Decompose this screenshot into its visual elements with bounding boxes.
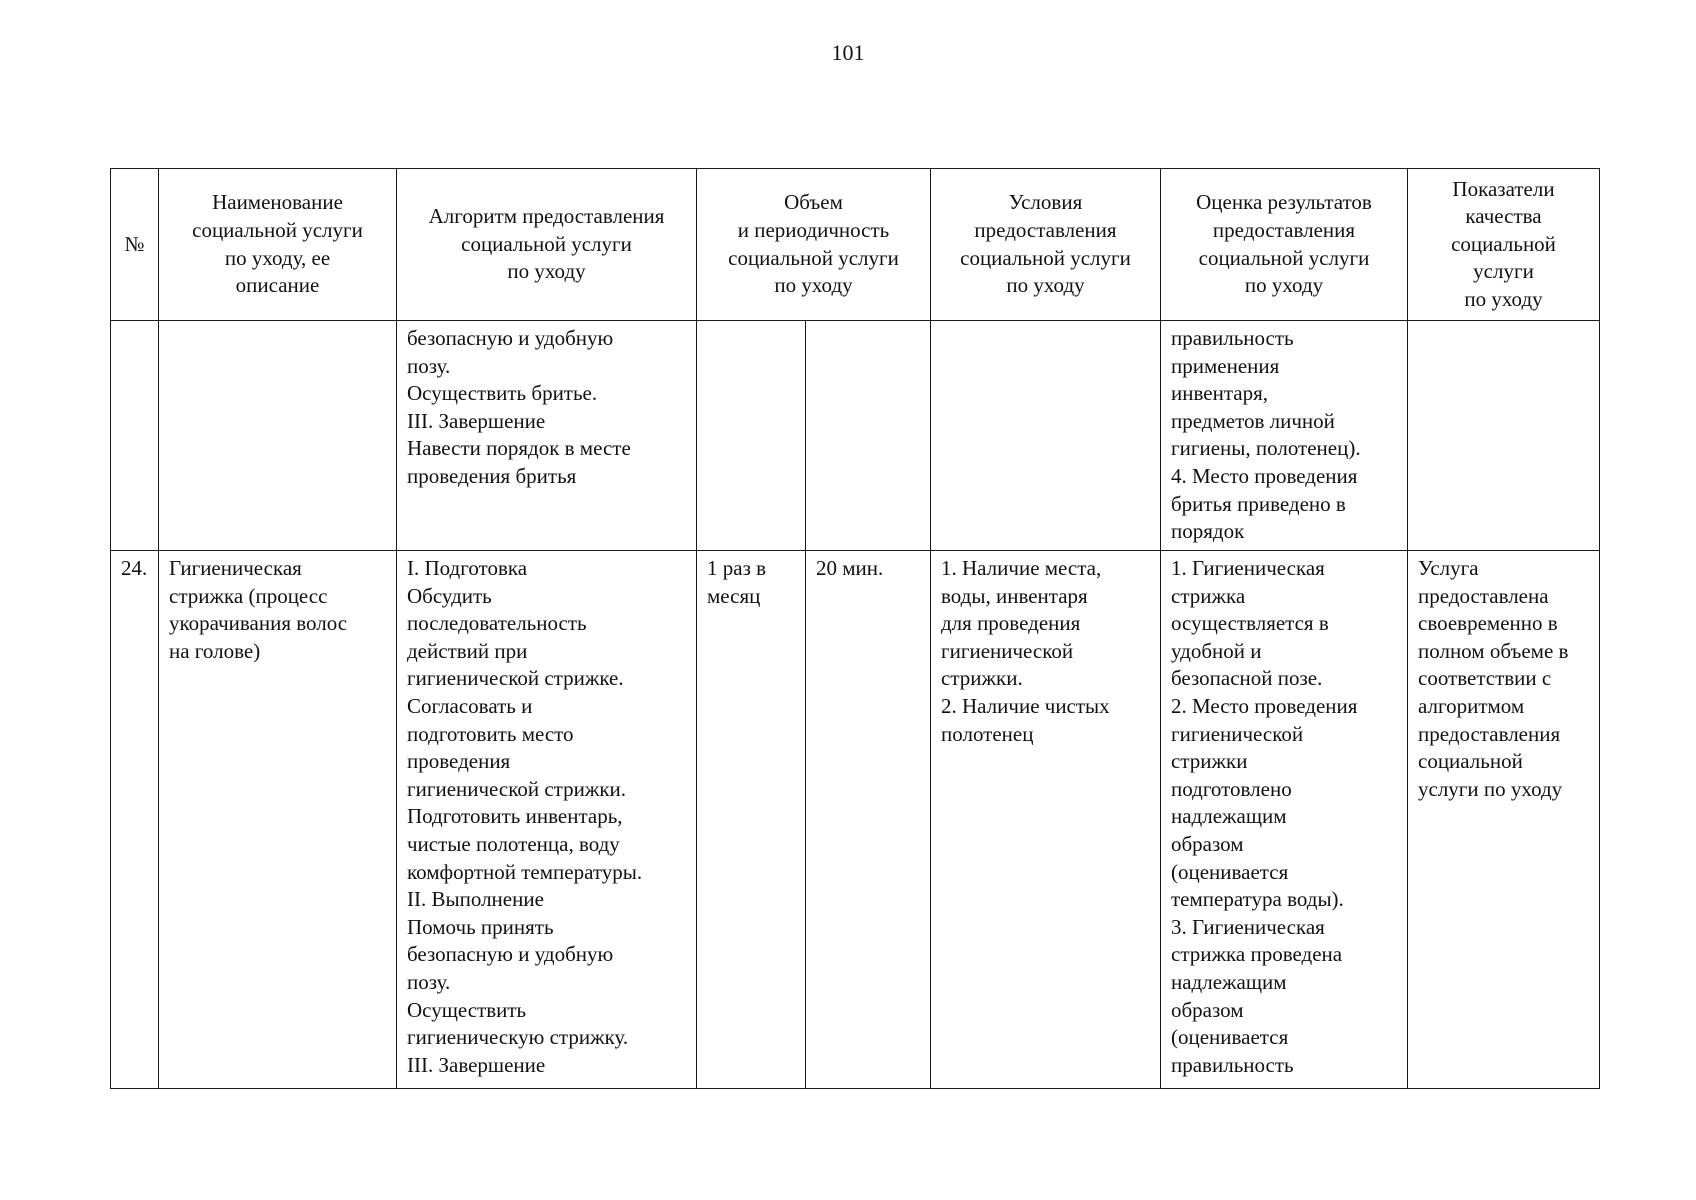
text-line: комфортной температуры. [407, 859, 643, 884]
text-line: гигиенической [941, 638, 1074, 663]
row-number: 24. [111, 551, 159, 1089]
text-line: III. Завершение [407, 1052, 546, 1077]
text-line: полотенец [941, 721, 1034, 746]
text-line: удобной и [1171, 638, 1262, 663]
text-line: Помочь принять [407, 914, 554, 939]
text-line: Алгоритм предоставления [428, 204, 665, 229]
frequency-cell [697, 321, 806, 551]
text-line: предметов личной [1171, 408, 1335, 433]
text-line: Наименование [212, 190, 343, 215]
text-line: надлежащим [1171, 969, 1287, 994]
duration-cell [806, 551, 931, 1089]
services-table [110, 168, 1600, 1089]
text-line: услуги [1473, 259, 1534, 284]
evaluation-cell [1161, 551, 1408, 1089]
text-line: 1 раз в [707, 556, 767, 580]
text-line: полном объеме в [1418, 638, 1569, 663]
conditions-cell [931, 551, 1161, 1089]
text-line: описание [235, 273, 320, 298]
text-line: своевременно в [1418, 611, 1558, 636]
text-line: температура воды). [1171, 887, 1344, 912]
text-line: 2. Наличие чистых [941, 693, 1110, 718]
text-line: Услуга [1418, 556, 1479, 580]
text-line: для проведения [941, 611, 1081, 636]
service-name-cell [159, 551, 397, 1089]
text-line: применения [1171, 353, 1280, 378]
text-line: на голове) [169, 638, 261, 663]
text-line: проведения бритья [407, 463, 577, 488]
text-line: предоставления [974, 217, 1117, 242]
text-line: предоставлена [1418, 583, 1549, 608]
text-line: III. Завершение [407, 408, 546, 433]
text-line: Объем [784, 190, 843, 215]
text-line: социальной услуги [461, 231, 632, 256]
text-line: стрижки [1171, 749, 1248, 774]
text-line: (оценивается [1171, 1025, 1289, 1050]
text-line: и периодичность [737, 217, 890, 242]
text-line: правильность [1171, 326, 1294, 350]
text-line: по уходу [1006, 273, 1085, 298]
text-line: последовательность [407, 611, 587, 636]
text-line: стрижка [1171, 583, 1246, 608]
text-line: 1. Наличие места, [941, 556, 1102, 580]
table-row [111, 551, 1600, 1089]
text-line: по уходу [1464, 286, 1543, 311]
text-line: по уходу, ее [224, 245, 331, 270]
text-line: осуществляется в [1171, 611, 1329, 636]
text-line: укорачивания волос [169, 611, 348, 636]
text-line: Показатели [1452, 176, 1555, 201]
text-line: стрижки. [941, 666, 1023, 691]
duration-cell [806, 321, 931, 551]
conditions-cell [931, 321, 1161, 551]
text-line: инвентаря, [1171, 381, 1268, 406]
algorithm-cell [397, 551, 697, 1089]
frequency-cell [697, 551, 806, 1089]
text-line: образом [1171, 831, 1244, 856]
text-line: 1. Гигиеническая [1171, 556, 1325, 580]
text-line: проведения [407, 749, 511, 774]
header-service-name [159, 169, 397, 321]
text-line: социальной [1418, 749, 1523, 774]
text-line: по уходу [774, 273, 853, 298]
algorithm-cell [397, 321, 697, 551]
text-line: позу. [407, 969, 451, 994]
header-quality [1408, 169, 1600, 321]
text-line: Осуществить бритье. [407, 381, 598, 406]
text-line: Подготовить инвентарь, [407, 804, 623, 829]
text-line: социальной услуги [192, 217, 363, 242]
evaluation-cell [1161, 321, 1408, 551]
text-line: правильность [1171, 1052, 1294, 1077]
text-line: предоставления [1418, 721, 1561, 746]
text-line: безопасную и удобную [407, 942, 614, 967]
text-line: действий при [407, 638, 528, 663]
header-conditions [931, 169, 1161, 321]
text-line: гигиенической стрижки. [407, 776, 627, 801]
text-line: Навести порядок в месте [407, 436, 631, 461]
text-line: предоставления [1212, 217, 1356, 242]
text-line: безопасную и удобную [407, 326, 614, 350]
row-number [111, 321, 159, 551]
text-line: 3. Гигиеническая [1171, 914, 1325, 939]
text-line: Осуществить [407, 997, 527, 1022]
text-line: Гигиеническая [169, 556, 302, 580]
text-line: (оценивается [1171, 859, 1289, 884]
text-line: социальной [1451, 231, 1556, 256]
text-line: 4. Место проведения [1171, 463, 1358, 488]
text-line: 20 мин. [816, 556, 884, 580]
text-line: безопасной позе. [1171, 666, 1323, 691]
text-line: услуги по уходу [1418, 776, 1563, 801]
text-line: стрижка проведена [1171, 942, 1343, 967]
text-line: воды, инвентаря [941, 583, 1088, 608]
text-line: по уходу [1244, 273, 1324, 298]
text-line: Условия [1008, 190, 1083, 215]
text-line: надлежащим [1171, 804, 1287, 829]
text-line: бритья приведено в [1171, 491, 1346, 516]
text-line: стрижка (процесс [169, 583, 328, 608]
page-number: 101 [831, 40, 865, 65]
text-line: I. Подготовка [407, 556, 528, 580]
header-volume [697, 169, 931, 321]
header-number: № [111, 169, 159, 321]
text-line: качества [1465, 204, 1542, 229]
service-name-cell [159, 321, 397, 551]
text-line: гигиены, полотенец). [1171, 436, 1361, 461]
text-line: месяц [707, 583, 761, 608]
header-algorithm [397, 169, 697, 321]
text-line: соответствии с [1418, 666, 1552, 691]
table-row [111, 321, 1600, 551]
text-line: 2. Место проведения [1171, 693, 1358, 718]
text-line: образом [1171, 997, 1244, 1022]
text-line: алгоритмом [1418, 693, 1525, 718]
header-evaluation [1161, 169, 1408, 321]
text-line: Оценка результатов [1196, 190, 1372, 215]
text-line: подготовлено [1171, 776, 1292, 801]
text-line: II. Выполнение [407, 887, 544, 912]
text-line: гигиеническую стрижку. [407, 1025, 629, 1050]
quality-cell [1408, 551, 1600, 1089]
text-line: позу. [407, 353, 451, 378]
table-header-row [111, 169, 1600, 321]
text-line: социальной услуги [960, 245, 1131, 270]
text-line: чистые полотенца, воду [407, 831, 620, 856]
text-line: социальной услуги [1198, 245, 1370, 270]
text-line: Обсудить [407, 583, 492, 608]
text-line: порядок [1171, 519, 1245, 544]
text-line: по уходу [507, 259, 586, 284]
text-line: подготовить место [407, 721, 574, 746]
text-line: социальной услуги [728, 245, 899, 270]
text-line: гигиенической [1171, 721, 1304, 746]
text-line: Согласовать и [407, 693, 533, 718]
text-line: гигиенической стрижке. [407, 666, 624, 691]
quality-cell [1408, 321, 1600, 551]
